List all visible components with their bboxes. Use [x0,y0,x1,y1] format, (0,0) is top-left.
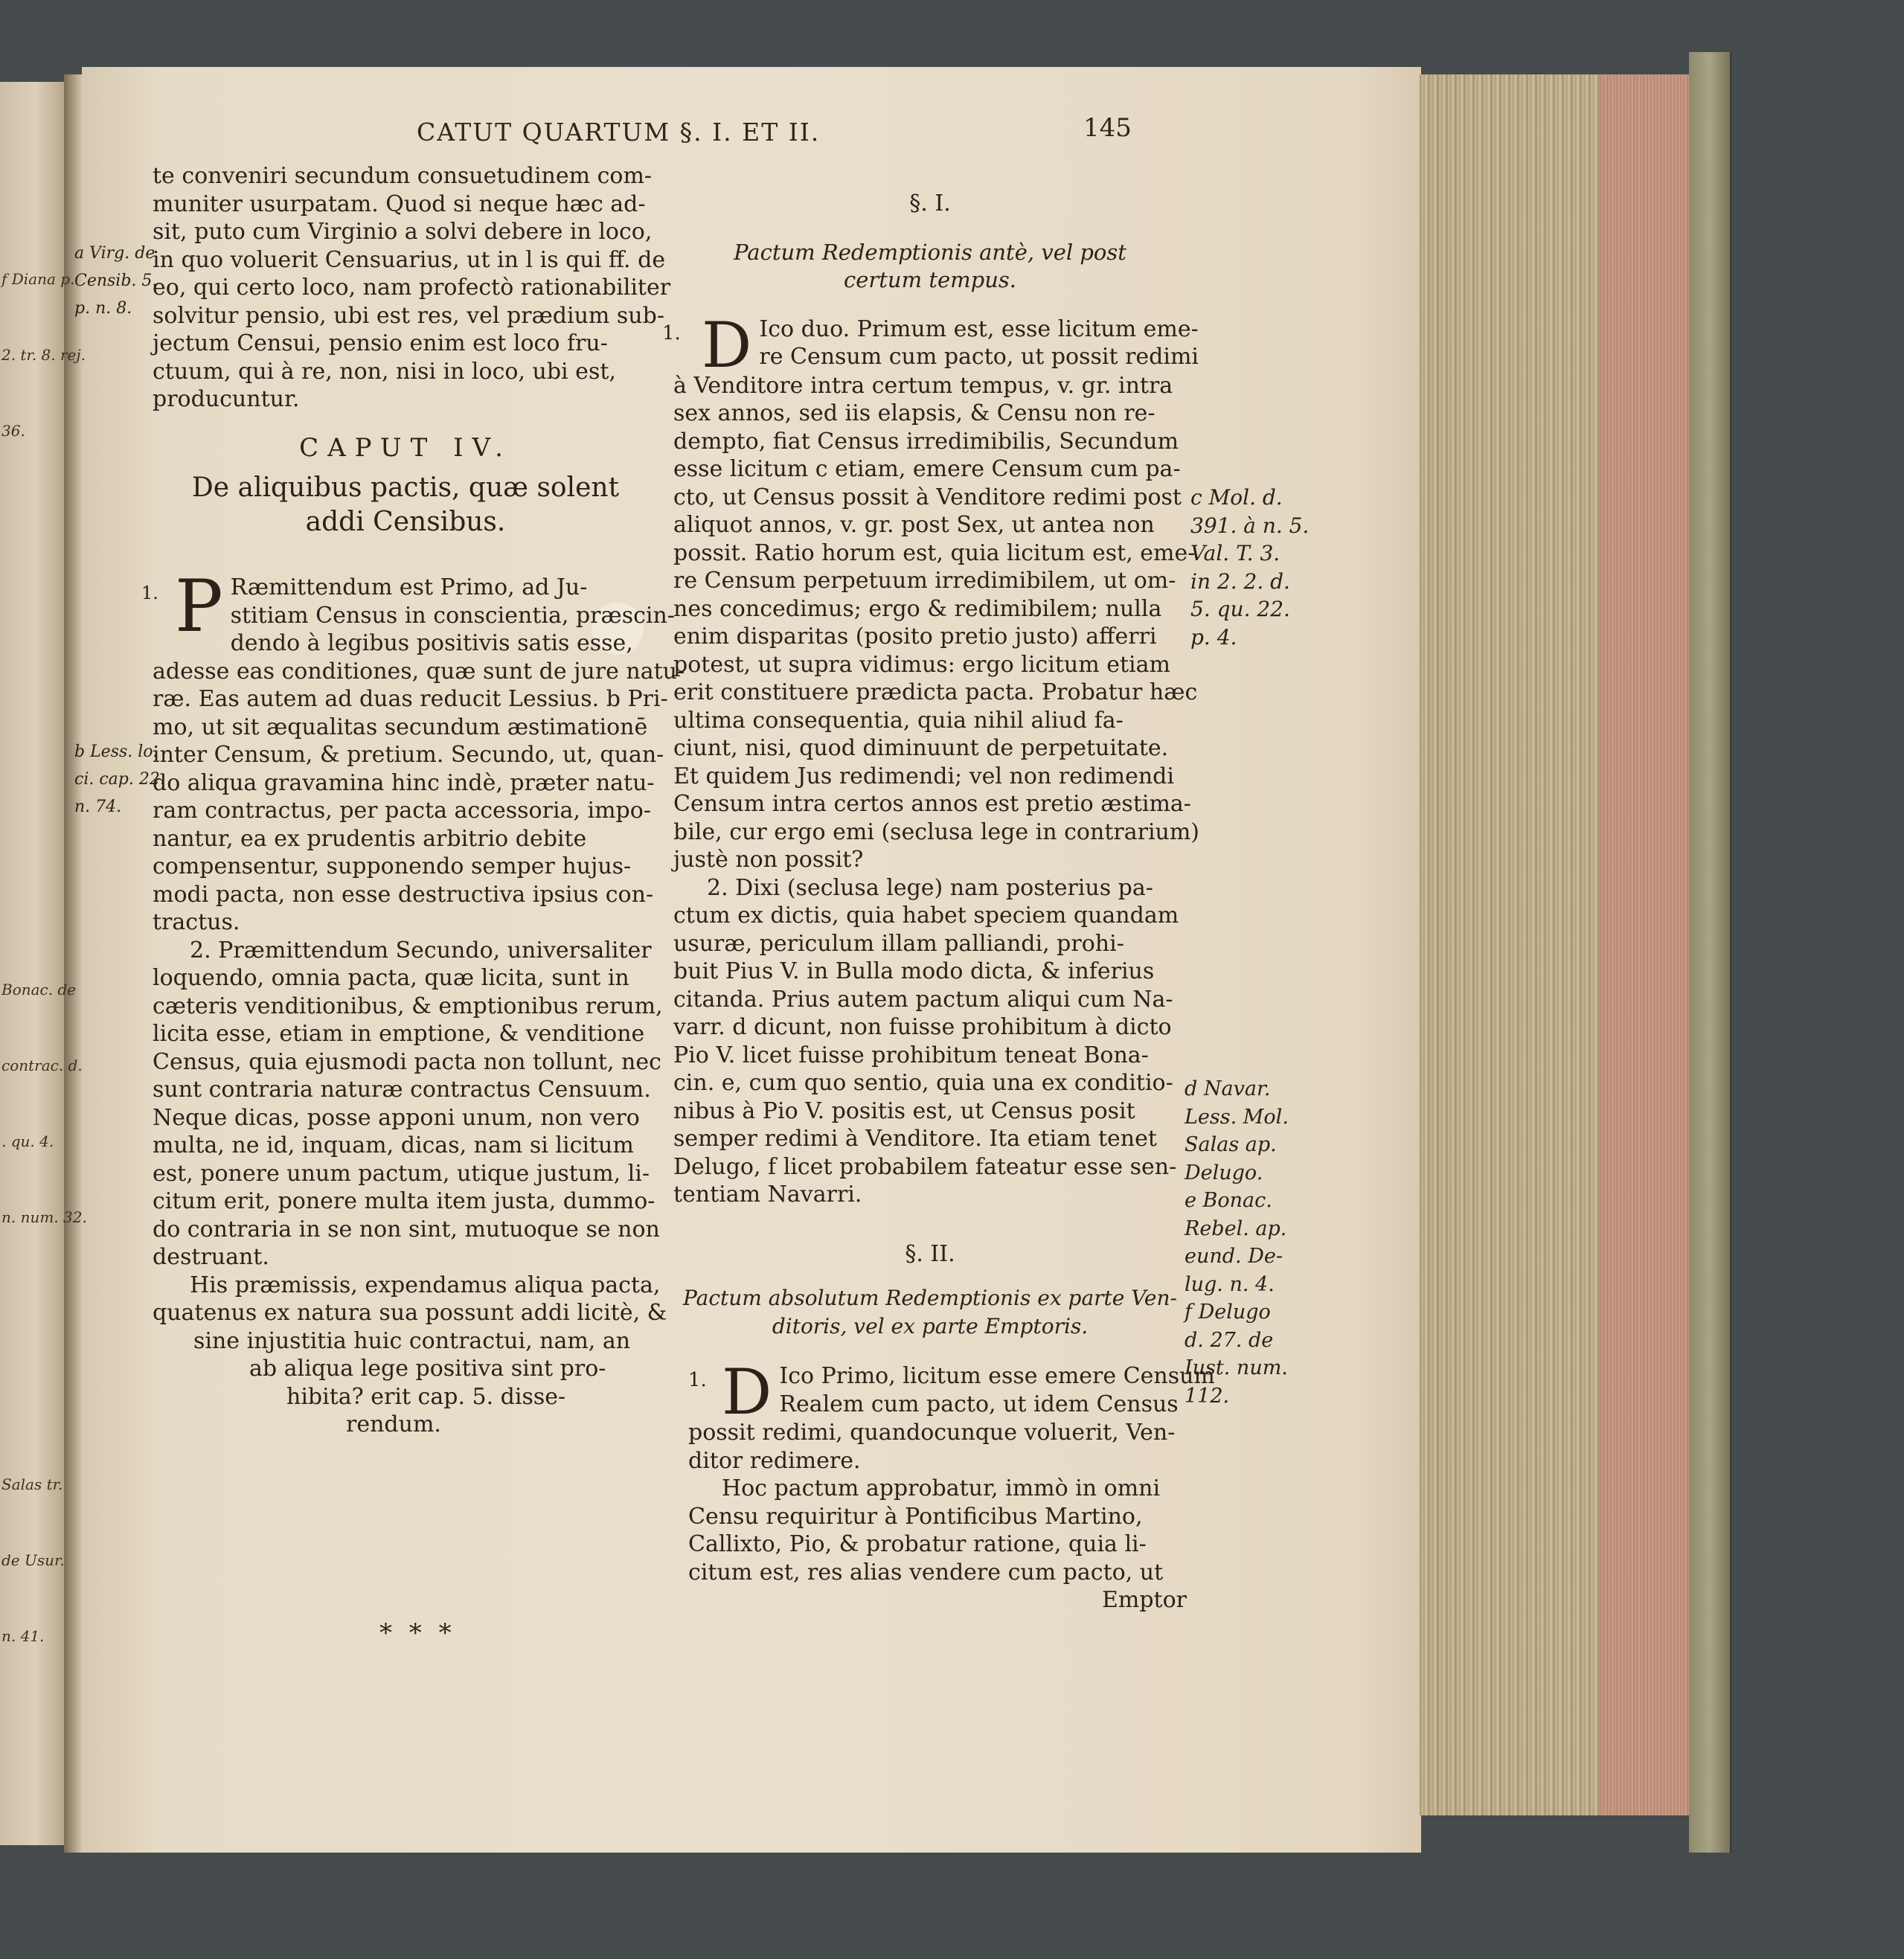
paragraph-1: 1. P Ræmittendum est Primo, ad Ju- stitiam Census in conscientia, præscin- dendo à legibus positivis satis esse, adesse eas conditiones, quæ sunt de jure natu- ræ. Eas autem ad duas reducit Lessius. b Pri- mo, ut sit æqualitas secundum æstimationē inter Censum, & pretium. Secundo, ut, quan- do aliqua gravamina hinc indè, præter natu- ram contractus, per pacta accessoria, impo- nantur, ea ex prudentis arbitrio debite compensentur, supponendo semper hujus- modi pacta, non esse destructiva ipsius con- tractus. [141,565,685,935]
catchword: Emptor [1101,1587,1187,1613]
section-1-paragraph-1: 1. D Ico duo. Primum est, esse licitum eme- re Censum cum pacto, ut possit redimi à Venditore intra certum tempus, v. gr. intra sex annos, sed iis elapsis, & Censu non re- dempto, fiat Census irredimibilis, Secundum esse licitum c etiam, emere Censum cum pa- cto, ut Census possit à Venditore redimi post aliquot annos, v. gr. post Sex, ut antea non possit. Ratio horum est, quia licitum est, eme- re Censum perpetuum irredimibilem, ut om- nes concedimus; ergo & redimibilem; nulla enim disparitas (posito pretio justo) afferri potest, ut supra vidimus: ergo licitum etiam erit constituere prædicta pacta. Probatur hæc ultima consequentia, quia nihil aliud fa- ciunt, nisi, quod diminuunt de perpetuitate. Et quidem Jus redimendi; vel non redimendi Censum intra certos annos est pretio æstima- bile, cur ergo emi (seclusa lege in contrarium) justè non possit? [662,308,1200,873]
section-2-title-line-2: ditoris, vel ex parte Emptoris. [772,1313,1089,1338]
left-margin-notes-upper: f Diana p. 2. tr. 8. rej. 36. [1,270,86,440]
section-1-title-line-1: Pactum Redemptionis antè, vel post [734,239,1126,265]
section-2-heading: §. II. [905,1240,955,1267]
page-number: 145 [1083,113,1132,143]
paragraph-number: 1. [688,1369,707,1391]
asterism-ornament: * * * [379,1618,456,1648]
margin-note-a: a Virg. de Censib. 5. p. n. 8. [74,244,158,318]
paragraph-number: 1. [662,321,681,344]
book-cover-edge [1689,52,1731,1853]
section-2-title-line-1: Pactum absolutum Redemptionis ex parte Ven- [683,1286,1177,1310]
chapter-title-line-1: De aliquibus pactis, quæ solent [191,472,620,503]
chapter-title-line-2: addi Censibus. [305,507,506,537]
left-column [141,162,685,1439]
section-1-paragraph-2: 2. Dixi (seclusa lege) nam posterius pa- ctum ex dictis, quia habet speciem quandam usuræ, periculum illam palliandi, prohi- buit Pius V. in Bulla modo dicta, & inferius citanda. Prius autem pactum aliqui cum Na- varr. d dicunt, non fuisse prohibitum à dicto Pio V. licet fuisse prohibitum teneat Bona- cin. e, cum quo sentio, quia una ex conditio- nibus à Pio V. positis est, ut Census posit semper redimi à Venditore. Ita etiam tenet Delugo, f licet probabilem fateatur esse sen- tentiam Navarri. [673,874,1179,1208]
section-1-title-line-2: certum tempus. [844,267,1016,292]
margin-note-b: b Less. lo. ci. cap. 22. n. 74. [74,743,165,816]
section-2-paragraph-1: 1. D Ico Primo, licitum esse emere Censum Realem cum pacto, ut idem Census possit redimi, quandocunque voluerit, Ven- ditor redimere. [688,1356,1215,1474]
section-1-heading: §. I. [909,190,951,217]
continued-paragraph: te conveniri secundum consuetudinem com- muniter usurpatam. Quod si neque hæc ad- sit, puto cum Virginio a solvi debere in loco, in quo voluerit Censuarius, ut in l is qui ff. de eo, qui certo loco, nam profectò rationabiliter solvitur pensio, ubi est res, vel prædium sub- jectum Censui, pensio enim est loco fru- ctuum, qui à re, non, nisi in loco, ubi est, producuntur. [153,163,671,412]
drop-cap: P [175,565,223,648]
drop-cap: D [722,1356,772,1429]
right-column [662,190,1215,1615]
section-2-paragraph-2: Hoc pactum approbatur, immò in omni Censu requiritur à Pontificibus Martino, Callixto, Pio, & probatur ratione, quia li- citum est, res alias vendere cum pacto, ut Emptor [688,1475,1187,1613]
margin-note-def: d Navar. Less. Mol. Salas ap. Delugo. e Bonac. Rebel. ap. eund. De- lug. n. 4. f Delugo d. 27. de Iust. num. 112. [1185,1077,1289,1408]
chapter-heading: CAPUT IV. [299,432,512,463]
running-title: CATUT QUARTUM §. I. ET II. [417,118,821,147]
paragraph-2: 2. Præmittendum Secundo, universaliter loquendo, omnia pacta, quæ licita, sunt in cæteris venditionibus, & emptionibus rerum, licita esse, etiam in emptione, & venditione Census, quia ejusmodi pacta non tollunt, nec sunt contraria naturæ contractus Censuum. Neque dicas, posse apponi unum, non vero multa, ne id, inquam, dicas, nam si licitum est, ponere unum pactum, utique justum, li- citum erit, ponere multa item justa, dummo- do contraria in se non sint, mutuoque se non destruant. [153,937,663,1270]
left-margin-notes-lower: Salas tr. de Usur. n. 41. [1,1475,65,1645]
paragraph-number: 1. [141,583,158,603]
left-margin-notes-middle: Bonac. de contrac. d. . qu. 4. n. num. 32. [1,981,87,1226]
drop-cap: D [702,308,752,382]
paragraph-3: His præmissis, expendamus aliqua pacta, quatenus ex natura sua possunt addi licitè, & sine injustitia huic contractui, nam, an ab aliqua lege positiva sint pro- hibita? erit cap. 5. disse- rendum. [153,1272,667,1437]
margin-note-c: c Mol. d. 391. à n. 5. Val. T. 3. in 2. 2. d. 5. qu. 22. p. 4. [1190,485,1310,650]
